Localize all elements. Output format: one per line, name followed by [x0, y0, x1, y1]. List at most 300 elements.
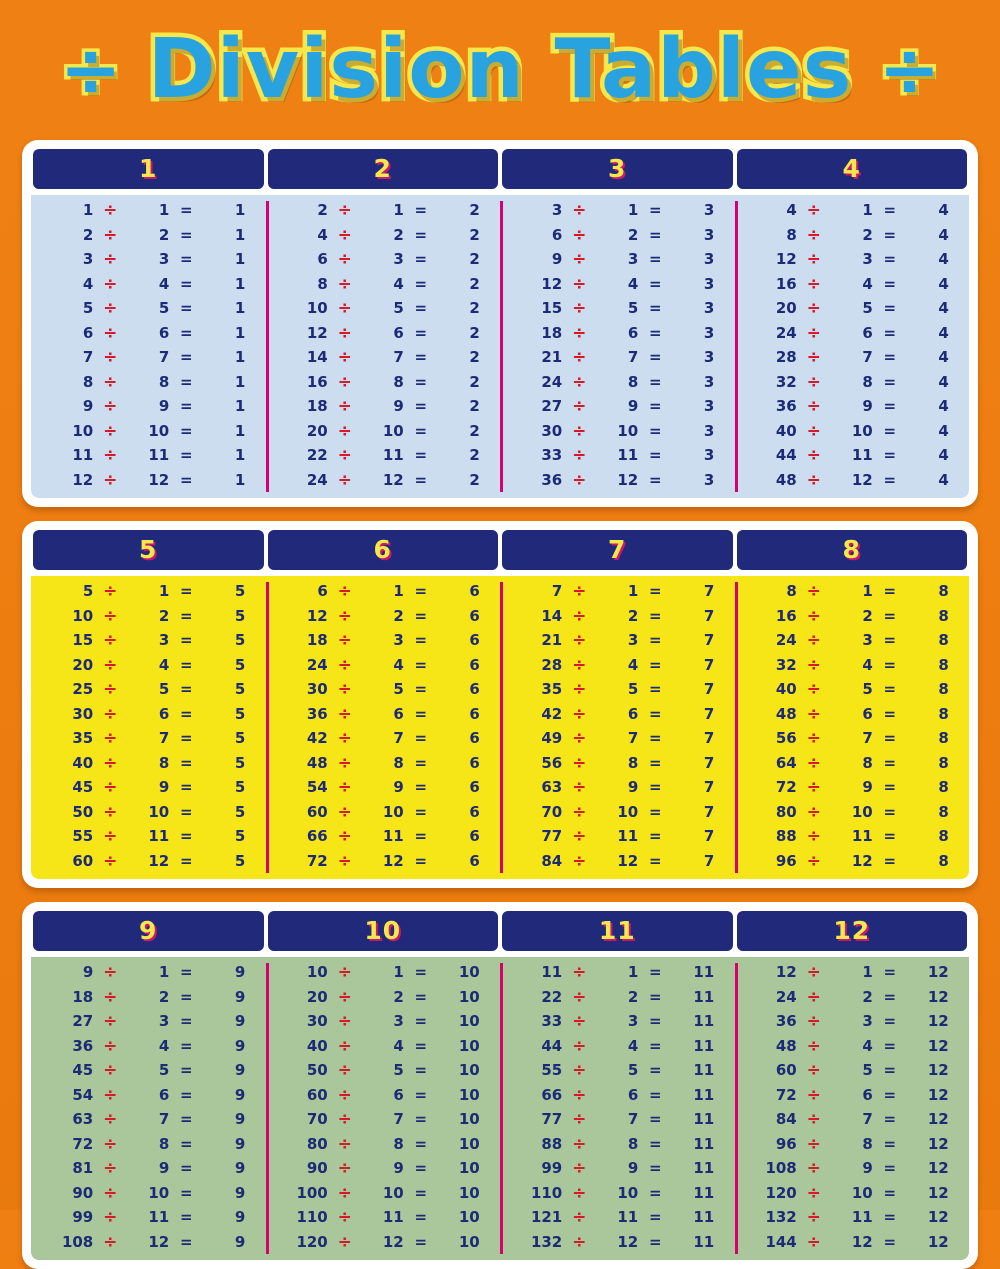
equals-icon: =: [648, 201, 662, 220]
table-column-heading: 12: [737, 911, 968, 951]
table-column: [266, 911, 501, 1260]
tables-container: [0, 140, 1000, 1269]
dividend-cell: 10: [306, 963, 328, 982]
quotient-cell: 3: [703, 397, 715, 416]
divisor-cell: 5: [158, 1061, 170, 1080]
quotient-cell: 12: [927, 1110, 949, 1129]
table-row: [266, 677, 501, 702]
table-row: [735, 272, 970, 297]
quotient-cell: 11: [693, 987, 715, 1006]
table-row: [266, 1034, 501, 1059]
dividend-cell: 18: [541, 323, 563, 342]
quotient-cell: 12: [927, 1036, 949, 1055]
dividend-cell: 90: [72, 1183, 94, 1202]
quotient-cell: 5: [234, 753, 246, 772]
divisor-cell: 2: [862, 606, 873, 625]
table-row: [266, 468, 501, 493]
divisor-cell: 2: [158, 987, 170, 1006]
table-row: [735, 198, 970, 223]
divide-icon: ÷: [103, 200, 118, 221]
divisor-cell: 8: [862, 753, 873, 772]
divide-icon: ÷: [572, 1207, 587, 1228]
table-row: [500, 800, 735, 825]
dividend-cell: 20: [306, 987, 328, 1006]
divide-icon: ÷: [572, 420, 587, 441]
divide-icon: ÷: [337, 445, 352, 466]
dividend-cell: 77: [541, 1110, 563, 1129]
divide-icon: ÷: [806, 1133, 821, 1154]
table-row: [266, 628, 501, 653]
divisor-cell: 6: [393, 704, 404, 723]
table-column-heading: 5: [33, 530, 264, 570]
equals-icon: =: [179, 397, 193, 416]
divisor-cell: 4: [158, 274, 170, 293]
divisor-cell: 4: [393, 274, 404, 293]
quotient-cell: 7: [703, 802, 715, 821]
quotient-cell: 7: [703, 655, 715, 674]
table-row: [500, 296, 735, 321]
divide-icon: ÷: [572, 1084, 587, 1105]
quotient-cell: 12: [927, 963, 949, 982]
equals-icon: =: [648, 631, 662, 650]
divide-icon: ÷: [337, 679, 352, 700]
dividend-cell: 120: [765, 1183, 797, 1202]
quotient-cell: 7: [703, 704, 715, 723]
table-row: [500, 726, 735, 751]
quotient-cell: 8: [938, 802, 949, 821]
table-row: [735, 849, 970, 874]
table-row: [31, 1181, 266, 1206]
divide-icon: ÷: [572, 322, 587, 343]
table-row: [266, 1205, 501, 1230]
dividend-cell: 72: [306, 851, 328, 870]
dividend-cell: 60: [306, 1085, 328, 1104]
quotient-cell: 8: [938, 704, 949, 723]
dividend-cell: 30: [541, 421, 563, 440]
equals-icon: =: [883, 397, 897, 416]
equals-icon: =: [179, 1110, 193, 1129]
divide-icon: ÷: [572, 703, 587, 724]
equals-icon: =: [648, 606, 662, 625]
dividend-cell: 110: [296, 1208, 328, 1227]
dividend-cell: 96: [775, 851, 797, 870]
quotient-cell: 6: [469, 680, 480, 699]
divisor-cell: 5: [393, 299, 404, 318]
equals-icon: =: [414, 802, 428, 821]
quotient-cell: 6: [469, 606, 480, 625]
dividend-cell: 81: [72, 1159, 94, 1178]
quotient-cell: 7: [703, 680, 715, 699]
quotient-cell: 2: [469, 274, 480, 293]
table-row: [266, 198, 501, 223]
quotient-cell: 2: [469, 397, 480, 416]
divide-icon: ÷: [103, 605, 118, 626]
quotient-cell: 10: [458, 1085, 480, 1104]
divisor-cell: 2: [627, 225, 639, 244]
dividend-cell: 77: [541, 827, 563, 846]
dividend-cell: 36: [775, 397, 797, 416]
equals-icon: =: [648, 704, 662, 723]
divide-icon: ÷: [103, 1182, 118, 1203]
dividend-cell: 55: [541, 1061, 563, 1080]
divisor-cell: 3: [158, 1012, 170, 1031]
quotient-cell: 1: [234, 446, 246, 465]
divisor-cell: 3: [393, 250, 404, 269]
table-row: [735, 628, 970, 653]
dividend-cell: 15: [541, 299, 563, 318]
divisor-cell: 4: [627, 1036, 639, 1055]
divide-icon: ÷: [806, 777, 821, 798]
quotient-cell: 1: [234, 274, 246, 293]
quotient-cell: 11: [693, 1183, 715, 1202]
equals-icon: =: [883, 680, 897, 699]
equals-icon: =: [414, 1036, 428, 1055]
divide-icon: ÷: [337, 1035, 352, 1056]
divisor-cell: 2: [862, 987, 873, 1006]
divide-icon: ÷: [572, 298, 587, 319]
divisor-cell: 10: [617, 802, 639, 821]
dividend-cell: 1: [82, 201, 94, 220]
quotient-cell: 4: [938, 299, 949, 318]
table-row: [735, 1132, 970, 1157]
divisor-cell: 8: [393, 1134, 404, 1153]
equals-icon: =: [414, 1134, 428, 1153]
divide-icon: ÷: [806, 581, 821, 602]
quotient-cell: 1: [234, 201, 246, 220]
divisor-cell: 6: [627, 704, 639, 723]
quotient-cell: 1: [234, 348, 246, 367]
equals-icon: =: [179, 963, 193, 982]
equals-icon: =: [648, 470, 662, 489]
divisor-cell: 3: [627, 1012, 639, 1031]
divide-icon: ÷: [806, 200, 821, 221]
equals-icon: =: [648, 778, 662, 797]
quotient-cell: 2: [469, 421, 480, 440]
quotient-cell: 6: [469, 802, 480, 821]
dividend-cell: 42: [306, 729, 328, 748]
dividend-cell: 44: [775, 446, 797, 465]
table-row: [266, 419, 501, 444]
dividend-cell: 80: [306, 1134, 328, 1153]
divide-icon: ÷: [103, 826, 118, 847]
divisor-cell: 7: [393, 729, 404, 748]
dividend-cell: 35: [72, 729, 94, 748]
equals-icon: =: [179, 1036, 193, 1055]
table-row: [266, 1230, 501, 1255]
table-row: [31, 1107, 266, 1132]
divide-icon: ÷: [103, 371, 118, 392]
divide-icon: ÷: [103, 728, 118, 749]
divisor-cell: 5: [393, 1061, 404, 1080]
dividend-cell: 16: [775, 274, 797, 293]
dividend-cell: 12: [775, 963, 797, 982]
quotient-cell: 3: [703, 201, 715, 220]
dividend-cell: 33: [541, 446, 563, 465]
equals-icon: =: [883, 1110, 897, 1129]
equals-icon: =: [648, 827, 662, 846]
table-row: [500, 1132, 735, 1157]
table-column: [31, 530, 266, 879]
divide-icon: ÷: [103, 752, 118, 773]
equals-icon: =: [179, 323, 193, 342]
quotient-cell: 12: [927, 1159, 949, 1178]
dividend-cell: 40: [72, 753, 94, 772]
table-row: [31, 1156, 266, 1181]
divisor-cell: 10: [851, 802, 873, 821]
divide-icon: ÷: [806, 605, 821, 626]
divisor-cell: 8: [393, 372, 404, 391]
table-row: [735, 800, 970, 825]
equals-icon: =: [179, 1183, 193, 1202]
divide-icon: ÷: [806, 1109, 821, 1130]
table-row: [500, 628, 735, 653]
divide-icon: ÷: [806, 371, 821, 392]
table-row: [266, 443, 501, 468]
quotient-cell: 7: [703, 778, 715, 797]
equals-icon: =: [179, 1134, 193, 1153]
divide-icon: ÷: [103, 1231, 118, 1252]
divide-icon: ÷: [572, 1011, 587, 1032]
equals-icon: =: [179, 250, 193, 269]
divisor-cell: 6: [862, 704, 873, 723]
divide-icon: ÷: [806, 1231, 821, 1252]
divide-icon: ÷: [806, 986, 821, 1007]
divisor-cell: 9: [158, 397, 170, 416]
dividend-cell: 72: [775, 778, 797, 797]
quotient-cell: 7: [703, 606, 715, 625]
equals-icon: =: [414, 446, 428, 465]
dividend-cell: 132: [530, 1232, 563, 1251]
quotient-cell: 8: [938, 851, 949, 870]
quotient-cell: 3: [703, 470, 715, 489]
dividend-cell: 10: [72, 421, 94, 440]
quotient-cell: 6: [469, 753, 480, 772]
quotient-cell: 11: [693, 1085, 715, 1104]
dividend-cell: 99: [72, 1208, 94, 1227]
table-row: [31, 1132, 266, 1157]
quotient-cell: 5: [234, 851, 246, 870]
divide-icon: ÷: [806, 445, 821, 466]
table-row: [31, 1230, 266, 1255]
dividend-cell: 3: [82, 250, 94, 269]
quotient-cell: 8: [938, 582, 949, 601]
divide-icon: ÷: [806, 347, 821, 368]
divide-icon: ÷: [806, 224, 821, 245]
equals-icon: =: [414, 1159, 428, 1178]
quotient-cell: 1: [234, 470, 246, 489]
dividend-cell: 60: [306, 802, 328, 821]
quotient-cell: 1: [234, 372, 246, 391]
equals-icon: =: [414, 1061, 428, 1080]
divide-icon: ÷: [572, 801, 587, 822]
divide-icon: ÷: [337, 1084, 352, 1105]
equals-icon: =: [414, 753, 428, 772]
equals-icon: =: [648, 446, 662, 465]
equals-icon: =: [883, 582, 897, 601]
table-row: [735, 247, 970, 272]
equals-icon: =: [414, 729, 428, 748]
quotient-cell: 4: [938, 446, 949, 465]
equals-icon: =: [179, 680, 193, 699]
table-row: [500, 849, 735, 874]
quotient-cell: 11: [693, 1110, 715, 1129]
divisor-cell: 1: [393, 582, 404, 601]
table-row: [31, 751, 266, 776]
divide-icon: ÷: [806, 728, 821, 749]
equals-icon: =: [414, 851, 428, 870]
table-row: [500, 1058, 735, 1083]
divide-icon: ÷: [103, 298, 118, 319]
divide-icon: ÷: [337, 801, 352, 822]
divisor-cell: 11: [617, 1208, 639, 1227]
quotient-cell: 5: [234, 802, 246, 821]
quotient-cell: 1: [234, 421, 246, 440]
table-row: [500, 1181, 735, 1206]
table-row: [266, 1107, 501, 1132]
divide-icon-left: ÷: [59, 27, 122, 113]
divide-icon: ÷: [103, 1158, 118, 1179]
table-row: [266, 985, 501, 1010]
dividend-cell: 22: [541, 987, 563, 1006]
quotient-cell: 1: [234, 250, 246, 269]
divide-icon: ÷: [572, 581, 587, 602]
equals-icon: =: [648, 372, 662, 391]
table-block: [22, 140, 978, 507]
divisor-cell: 6: [393, 323, 404, 342]
divisor-cell: 10: [382, 802, 404, 821]
dividend-cell: 40: [775, 680, 797, 699]
divide-icon: ÷: [103, 1060, 118, 1081]
equals-icon: =: [414, 274, 428, 293]
table-row: [735, 702, 970, 727]
divisor-cell: 3: [158, 250, 170, 269]
divisor-cell: 4: [158, 655, 170, 674]
divisor-cell: 7: [862, 729, 873, 748]
divisor-cell: 1: [158, 582, 170, 601]
dividend-cell: 44: [541, 1036, 563, 1055]
divide-icon: ÷: [337, 249, 352, 270]
divisor-cell: 8: [862, 1134, 873, 1153]
table-row: [266, 800, 501, 825]
table-row: [266, 579, 501, 604]
table-column-heading: 11: [502, 911, 733, 951]
quotient-cell: 4: [938, 348, 949, 367]
dividend-cell: 120: [296, 1232, 328, 1251]
dividend-cell: 2: [82, 225, 94, 244]
equals-icon: =: [414, 582, 428, 601]
divide-icon: ÷: [337, 1231, 352, 1252]
equals-icon: =: [179, 1159, 193, 1178]
quotient-cell: 6: [469, 729, 480, 748]
dividend-cell: 30: [306, 1012, 328, 1031]
table-column-body: [500, 957, 735, 1260]
equals-icon: =: [414, 372, 428, 391]
divide-icon: ÷: [103, 445, 118, 466]
divisor-cell: 5: [862, 299, 873, 318]
divisor-cell: 12: [617, 1232, 639, 1251]
divide-icon: ÷: [103, 1035, 118, 1056]
dividend-cell: 21: [541, 348, 563, 367]
divisor-cell: 11: [382, 1208, 404, 1227]
divisor-cell: 7: [393, 348, 404, 367]
quotient-cell: 4: [938, 470, 949, 489]
divide-icon: ÷: [572, 396, 587, 417]
divisor-cell: 4: [862, 1036, 873, 1055]
table-row: [266, 751, 501, 776]
dividend-cell: 22: [306, 446, 328, 465]
table-row: [735, 1058, 970, 1083]
dividend-cell: 20: [775, 299, 797, 318]
dividend-cell: 3: [551, 201, 563, 220]
table-row: [500, 321, 735, 346]
table-row: [500, 1009, 735, 1034]
quotient-cell: 6: [469, 827, 480, 846]
quotient-cell: 3: [703, 372, 715, 391]
quotient-cell: 8: [938, 729, 949, 748]
quotient-cell: 8: [938, 606, 949, 625]
divisor-cell: 9: [158, 778, 170, 797]
table-column-body: [500, 576, 735, 879]
dividend-cell: 64: [775, 753, 797, 772]
table-row: [500, 223, 735, 248]
dividend-cell: 72: [775, 1085, 797, 1104]
dividend-cell: 6: [317, 582, 328, 601]
dividend-cell: 12: [306, 606, 328, 625]
equals-icon: =: [414, 1085, 428, 1104]
dividend-cell: 110: [530, 1183, 563, 1202]
divisor-cell: 11: [148, 446, 170, 465]
divisor-cell: 3: [627, 631, 639, 650]
dividend-cell: 48: [775, 1036, 797, 1055]
divide-icon: ÷: [572, 777, 587, 798]
divisor-cell: 1: [627, 582, 639, 601]
divisor-cell: 7: [158, 348, 170, 367]
divide-icon: ÷: [103, 703, 118, 724]
divisor-cell: 12: [148, 1232, 170, 1251]
dividend-cell: 30: [306, 680, 328, 699]
divide-icon: ÷: [103, 986, 118, 1007]
table-row: [500, 1156, 735, 1181]
table-column-heading: 10: [268, 911, 499, 951]
quotient-cell: 1: [234, 299, 246, 318]
divisor-cell: 1: [158, 963, 170, 982]
divide-icon: ÷: [103, 347, 118, 368]
dividend-cell: 9: [82, 397, 94, 416]
quotient-cell: 6: [469, 704, 480, 723]
divide-icon: ÷: [572, 728, 587, 749]
divide-icon: ÷: [572, 1035, 587, 1056]
equals-icon: =: [414, 421, 428, 440]
divide-icon: ÷: [572, 630, 587, 651]
divide-icon: ÷: [337, 728, 352, 749]
divide-icon: ÷: [103, 420, 118, 441]
divide-icon: ÷: [103, 801, 118, 822]
dividend-cell: 63: [541, 778, 563, 797]
divisor-cell: 1: [627, 963, 639, 982]
table-row: [266, 1009, 501, 1034]
divide-icon: ÷: [806, 801, 821, 822]
dividend-cell: 16: [775, 606, 797, 625]
quotient-cell: 12: [927, 1232, 949, 1251]
table-column-heading: 9: [33, 911, 264, 951]
divide-icon: ÷: [103, 581, 118, 602]
divide-icon: ÷: [337, 1011, 352, 1032]
divisor-cell: 12: [382, 851, 404, 870]
equals-icon: =: [648, 753, 662, 772]
divisor-cell: 10: [148, 421, 170, 440]
equals-icon: =: [648, 655, 662, 674]
table-row: [735, 579, 970, 604]
